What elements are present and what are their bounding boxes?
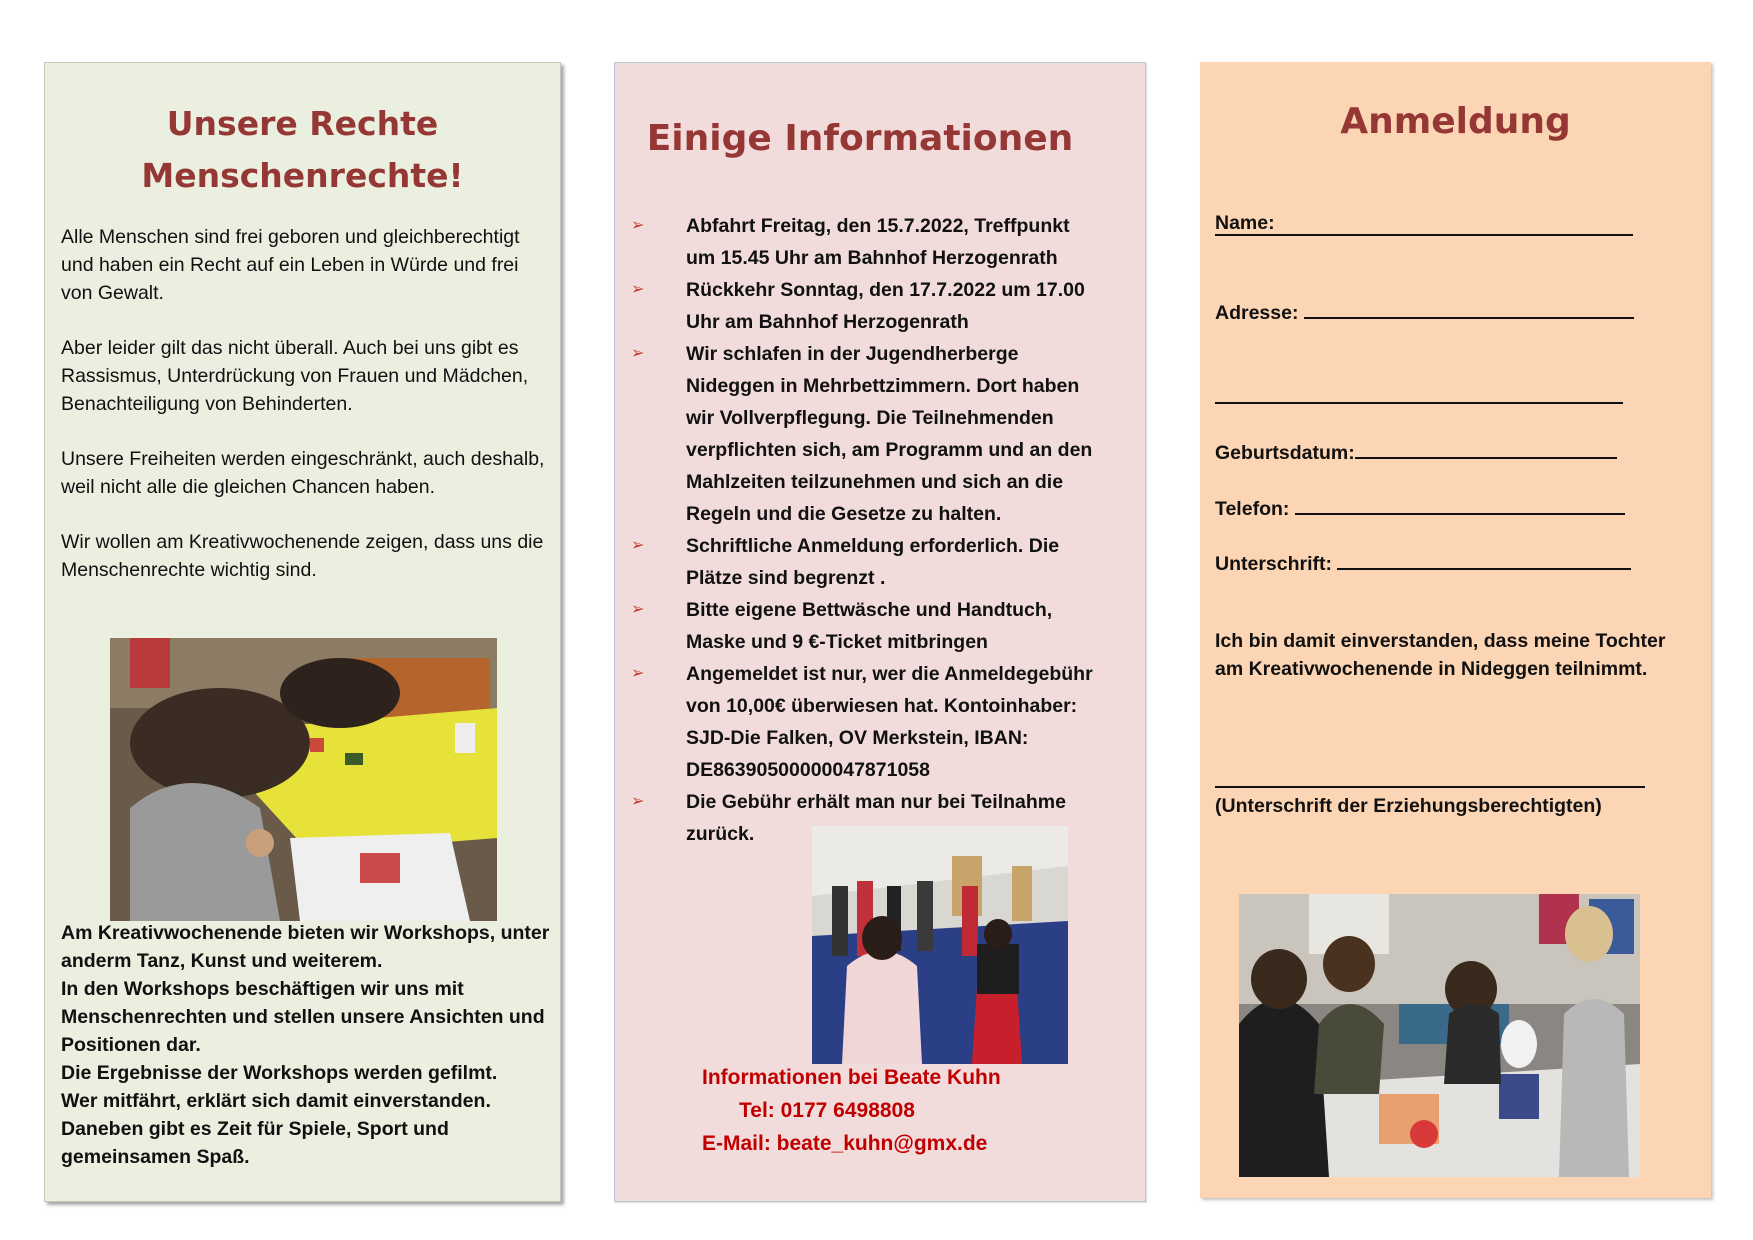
left-title <box>45 98 560 202</box>
phone-field[interactable] <box>1295 493 1625 515</box>
address-label: Adresse: <box>1215 302 1304 324</box>
arrow-bullet-icon: ➢ <box>631 345 645 362</box>
contact-info <box>702 1061 1001 1160</box>
address-field-line2[interactable] <box>1215 402 1623 404</box>
workshop-line-5: Daneben gibt es Zeit für Spiele, Sport und gemeinsamen Spaß. <box>61 1118 449 1168</box>
signature-label: Unterschrift: <box>1215 553 1338 575</box>
phone-label: Telefon: <box>1215 498 1295 520</box>
middle-title: Einige Informationen <box>646 118 1074 159</box>
paragraph-weekend: Wir wollen am Kreativwochenende zeigen, dass uns die Menschenrechte wichtig sind. <box>61 531 544 581</box>
address-field[interactable] <box>1304 297 1634 319</box>
paragraph-intro: Alle Menschen sind frei geboren und gleichberechtigt und haben ein Recht auf ein Leben in Würde und frei von Gewalt. <box>61 226 520 304</box>
list-item <box>615 658 1096 786</box>
consent-text: Ich bin damit einverstanden, dass meine Tochter am Kreativwochenende in Nideggen teilnimmt. <box>1215 630 1666 680</box>
workshop-line-1: Am Kreativwochenende bieten wir Workshops, unter anderm Tanz, Kunst und weiterem. <box>61 922 550 972</box>
parent-signature-field[interactable] <box>1215 786 1645 788</box>
paragraph-racism: Aber leider gilt das nicht überall. Auch bei uns gibt es Rassismus, Unterdrückung von Frauen und Mädchen, Benachteiligung von Behinderten. <box>61 337 529 415</box>
arrow-bullet-icon: ➢ <box>631 217 645 234</box>
workshop-line-4: Wer mitfährt, erklärt sich damit einverstanden. <box>61 1090 491 1112</box>
left-title-line1: Unsere Rechte <box>166 104 439 143</box>
arrow-bullet-icon: ➢ <box>631 281 645 298</box>
workshop-photo-dance <box>812 826 1068 1064</box>
arrow-bullet-icon: ➢ <box>631 793 645 810</box>
parent-signature-label: (Unterschrift der Erziehungsberechtigten) <box>1215 795 1602 817</box>
info-return: Rückkehr Sonntag, den 17.7.2022 um 17.00 Uhr am Bahnhof Herzogenrath <box>686 279 1085 333</box>
workshop-photo-art <box>1239 894 1640 1177</box>
workshop-line-3: Die Ergebnisse der Workshops werden gefilmt. <box>61 1062 498 1084</box>
registration-title: Anmeldung <box>1340 101 1571 142</box>
info-list <box>615 210 1096 850</box>
contact-email: E-Mail: beate_kuhn@gmx.de <box>702 1132 988 1155</box>
panel-information <box>614 62 1146 1202</box>
signature-field[interactable] <box>1337 548 1631 570</box>
birthdate-field-row <box>1215 437 1617 465</box>
list-item <box>615 210 1096 274</box>
arrow-bullet-icon: ➢ <box>631 665 645 682</box>
info-refund: Die Gebühr erhält man nur bei Teilnahme zurück. <box>686 791 1066 845</box>
info-departure: Abfahrt Freitag, den 15.7.2022, Treffpunkt um 15.45 Uhr am Bahnhof Herzogenrath <box>686 215 1070 269</box>
phone-field-row <box>1215 493 1625 521</box>
workshop-photo-crafts <box>110 638 497 921</box>
signature-field-row <box>1215 548 1631 576</box>
workshop-description <box>61 919 556 1171</box>
workshop-line-2: In den Workshops beschäftigen wir uns mit Menschenrechten und stellen unsere Ansichten und Positionen dar. <box>61 978 545 1056</box>
address-field-row <box>1215 297 1634 325</box>
arrow-bullet-icon: ➢ <box>631 601 645 618</box>
name-field[interactable] <box>1215 234 1633 236</box>
contact-phone: Tel: 0177 6498808 <box>739 1099 915 1122</box>
contact-name: Informationen bei Beate Kuhn <box>702 1066 1001 1089</box>
birthdate-field[interactable] <box>1355 437 1617 459</box>
name-label: Name: <box>1215 212 1275 234</box>
list-item <box>615 338 1096 530</box>
info-registration: Schriftliche Anmeldung erforderlich. Die Plätze sind begrenzt . <box>686 535 1060 589</box>
left-title-line2: Menschenrechte! <box>141 156 464 195</box>
list-item <box>615 274 1096 338</box>
list-item <box>615 530 1096 594</box>
arrow-bullet-icon: ➢ <box>631 537 645 554</box>
paragraph-freedom: Unsere Freiheiten werden eingeschränkt, auch deshalb, weil nicht alle die gleichen Chancen haben. <box>61 448 545 498</box>
info-fee: Angemeldet ist nur, wer die Anmeldegebühr von 10,00€ überwiesen hat. Kontoinhaber: SJD-Die Falken, OV Merkstein, IBAN: DE86390500000047871058 <box>686 663 1093 781</box>
list-item <box>615 594 1096 658</box>
panel-registration <box>1200 62 1711 1198</box>
info-bring-items: Bitte eigene Bettwäsche und Handtuch, Maske und 9 €-Ticket mitbringen <box>686 599 1053 653</box>
info-accommodation: Wir schlafen in der Jugendherberge Nideggen in Mehrbettzimmern. Dort haben wir Vollverpflegung. Die Teilnehmenden verpflichten sich, am Programm und an den Mahlzeiten teilzunehmen und sich an die Regeln und die Gesetze zu halten. <box>686 343 1093 525</box>
birthdate-label: Geburtsdatum: <box>1215 442 1355 464</box>
panel-human-rights <box>44 62 561 1202</box>
